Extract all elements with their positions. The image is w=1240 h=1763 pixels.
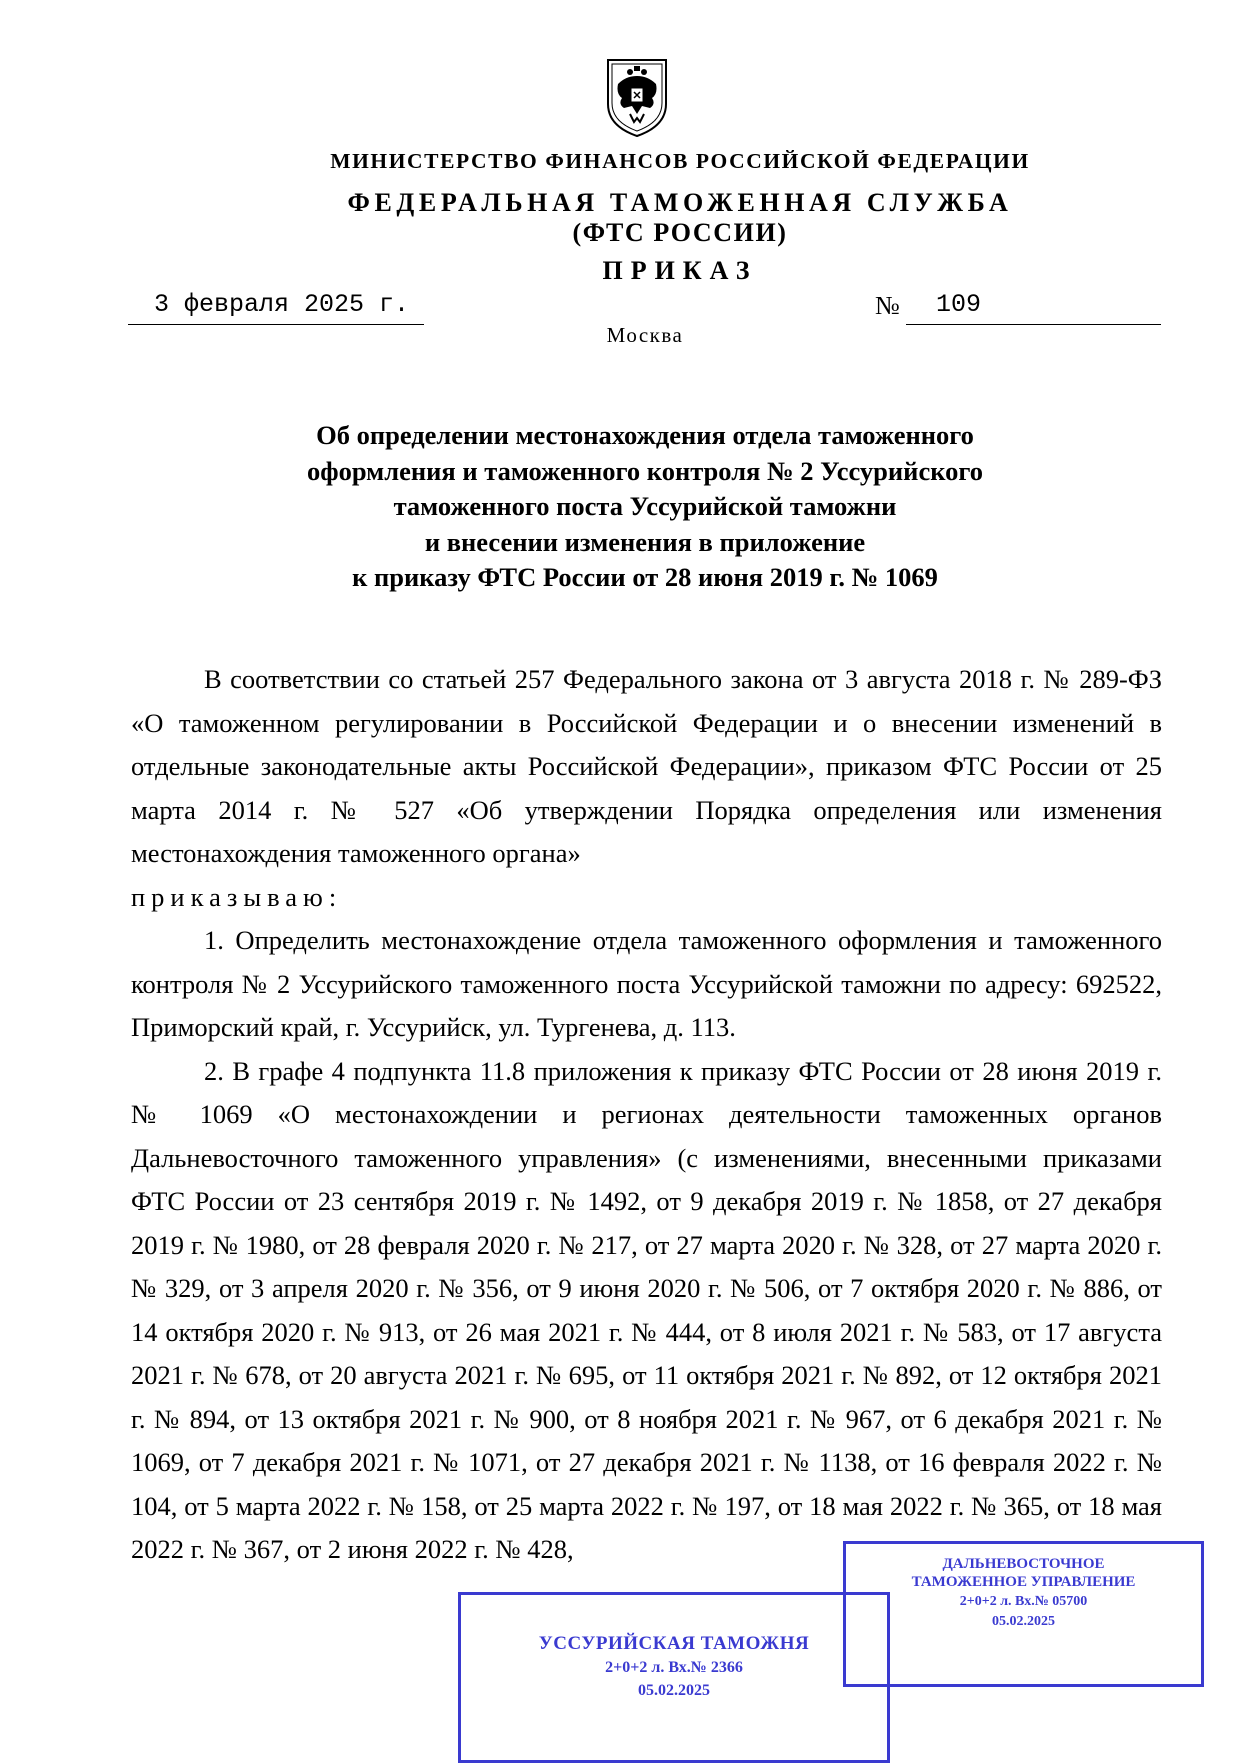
order-number: 109 (936, 290, 982, 319)
order-title (180, 418, 1110, 596)
item-2: 2. В графе 4 подпункта 11.8 приложения к приказу ФТС России от 28 июня 2019 г. № 1069 «О местонахождении и регионах деятельности таможенных органов Дальневосточного таможенного управления» (с изменениями, внесенными приказами ФТС России от 23 сентября 2019 г. № 1492, от 9 декабря 2019 г. № 1858, от 27 декабря 2019 г. № 1980, от 28 февраля 2020 г. № 217, от 27 марта 2020 г. № 328, от 27 марта 2020 г. № 329, от 3 апреля 2020 г. № 356, от 9 июня 2020 г. № 506, от 7 октября 2020 г. № 886, от 14 октября 2020 г. № 913, от 26 мая 2021 г. № 444, от 8 июля 2021 г. № 583, от 17 августа 2021 г. № 678, от 20 августа 2021 г. № 695, от 11 октября 2021 г. № 892, от 12 октября 2021 г. № 894, от 13 октября 2021 г. № 900, от 8 ноября 2021 г. № 967, от 6 декабря 2021 г. № 1069, от 7 декабря 2021 г. № 1071, от 27 декабря 2021 г. № 1138, от 16 февраля 2022 г. № 104, от 5 марта 2022 г. № 158, от 25 марта 2022 г. № 197, от 18 мая 2022 г. № 365, от 18 мая 2022 г. № 367, от 2 июня 2022 г. № 428, (131, 1055, 1162, 1564)
title-line: таможенного поста Уссурийской таможни (393, 491, 897, 521)
title-line: оформления и таможенного контроля № 2 Уссурийского (306, 455, 983, 486)
ministry-name: МИНИСТЕРСТВО ФИНАНСОВ РОССИЙСКОЙ ФЕДЕРАЦИИ (330, 149, 1030, 173)
order-word: приказываю: (131, 881, 343, 912)
ussuri-customs-stamp (458, 1592, 890, 1763)
service-abbreviation: (ФТС РОССИИ) (572, 218, 788, 247)
preamble (131, 658, 1162, 876)
stamp-reg-number: 2+0+2 л. Вх.№ 05700 (959, 1594, 1088, 1609)
order-date-field (128, 290, 424, 325)
dvtu-stamp (843, 1541, 1204, 1687)
stamp-date: 05.02.2025 (992, 1614, 1055, 1629)
title-line: Об определении местонахождения отдела таможенного (316, 420, 974, 450)
title-line: и внесении изменения в приложение (424, 526, 866, 557)
order-number-field (906, 290, 1161, 325)
number-sign: № (875, 291, 900, 320)
stamp-reg-number: 2+0+2 л. Вх.№ 2366 (605, 1659, 743, 1676)
document-type: ПРИКАЗ (602, 256, 758, 285)
item-1: 1. Определить местонахождение отдела таможенного оформления и таможенного контроля № 2 Уссурийского таможенного поста Уссурийской таможни по адресу: 692522, Приморский край, г. Уссурийск, ул. Тургенева, д. 113. (131, 925, 1162, 1042)
service-name: ФЕДЕРАЛЬНАЯ ТАМОЖЕННАЯ СЛУЖБА (347, 188, 1013, 217)
order-body (131, 658, 1162, 1572)
title-line: к приказу ФТС России от 28 июня 2019 г. № 1069 (352, 562, 938, 592)
stamp-org-line-1: ДАЛЬНЕВОСТОЧНОЕ (942, 1556, 1105, 1572)
coat-of-arms-icon (604, 54, 670, 138)
stamp-org-line-2: ТАМОЖЕННОЕ УПРАВЛЕНИЕ (911, 1574, 1136, 1590)
stamp-date: 05.02.2025 (638, 1682, 710, 1699)
preamble-text: В соответствии со статьей 257 Федерального закона от 3 августа 2018 г. № 289-ФЗ «О таможенном регулировании в Российской Федерации и о внесении изменений в отдельные законодательные акты Российской Федерации», приказом ФТС России от 25 марта 2014 г. № 527 «Об утверждении Порядка определения или изменения местонахождения таможенного органа» (131, 664, 1162, 868)
city: Москва (606, 323, 684, 347)
order-word-paragraph (131, 876, 1162, 920)
order-date: 3 февраля 2025 г. (154, 290, 410, 319)
stamp-org: УССУРИЙСКАЯ ТАМОЖНЯ (538, 1633, 810, 1654)
